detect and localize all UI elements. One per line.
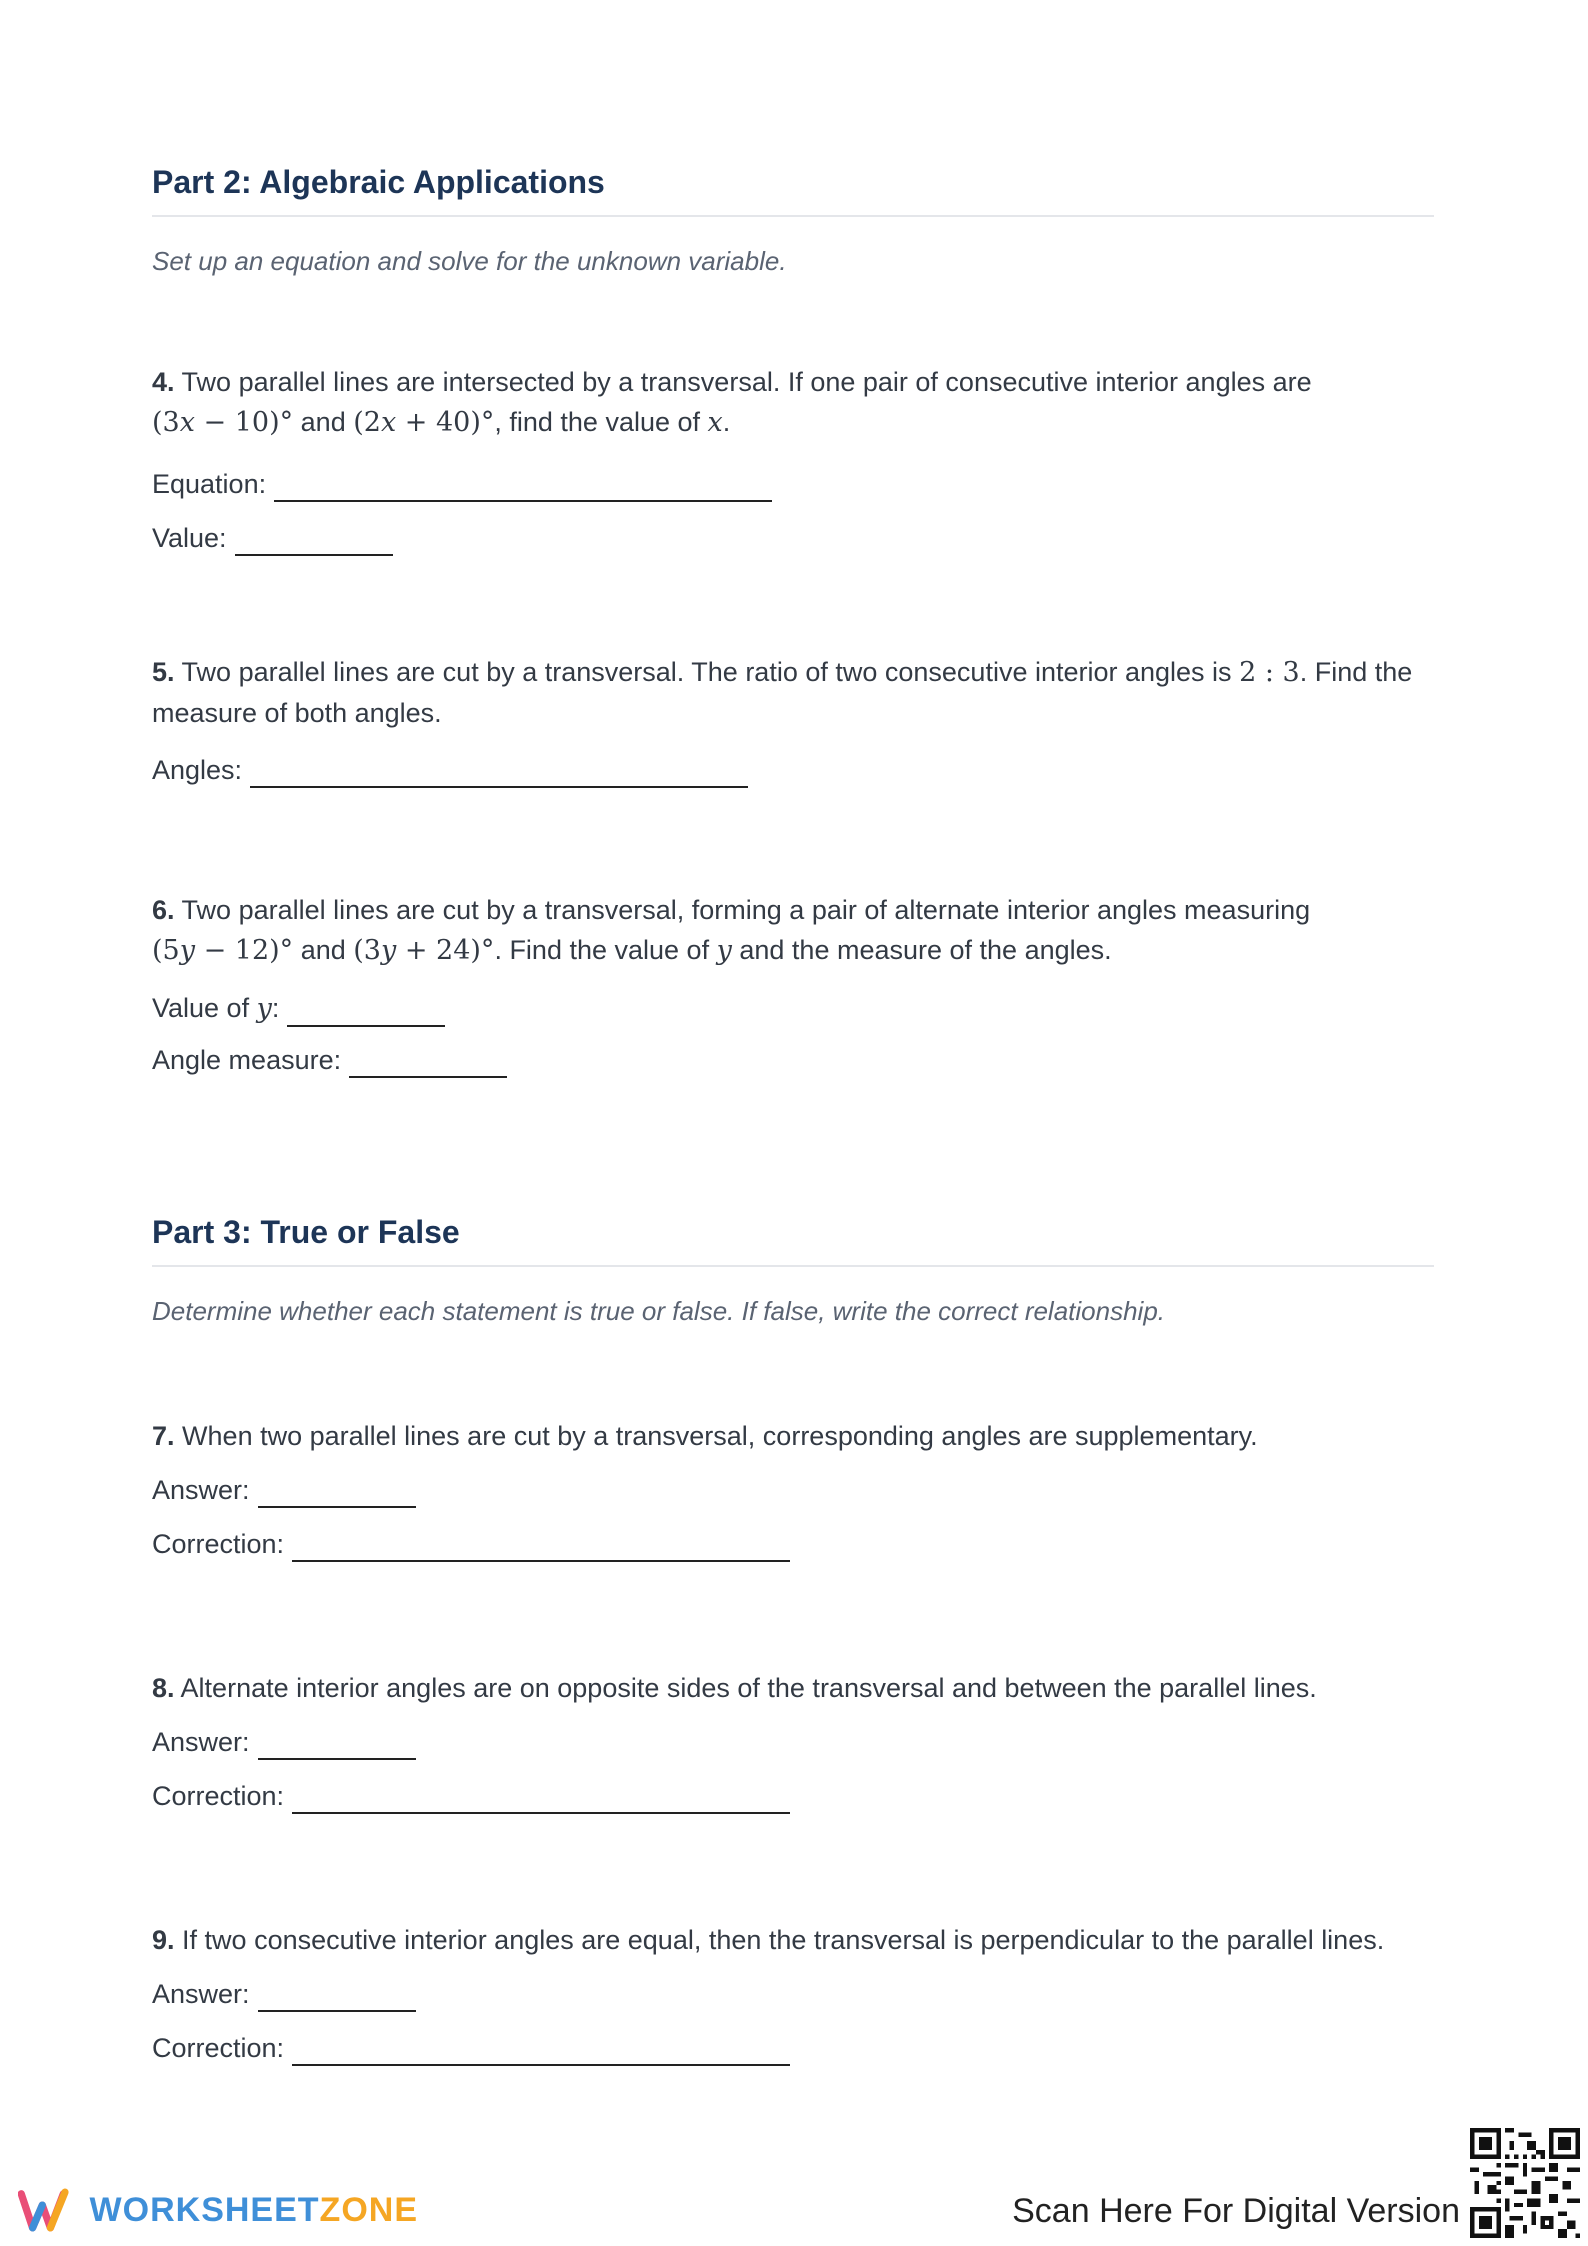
conjunction-text: and [300, 935, 346, 965]
math-expression: (5y − 12)° [152, 935, 294, 966]
correction-label: Correction: [152, 1781, 285, 1811]
part2-title: Part 2: Algebraic Applications [152, 164, 1434, 217]
question-number: 8. [152, 1673, 175, 1703]
angles-label: Angles: [152, 755, 243, 785]
math-variable: x [707, 407, 723, 438]
question-text: Two parallel lines are intersected by a transversal. If one pair of consecutive interior angles are [181, 367, 1312, 397]
angle-measure-row [152, 1042, 507, 1078]
question-text: When two parallel lines are cut by a transversal, corresponding angles are supplementary. [182, 1421, 1258, 1451]
conjunction-text: and [300, 407, 346, 437]
answer-row [152, 1472, 416, 1508]
math-ratio: 2 : 3 [1239, 657, 1300, 688]
label-colon: : [271, 993, 280, 1023]
worksheetzone-logo-icon [18, 2182, 80, 2238]
question-text: and the measure of the angles. [739, 935, 1112, 965]
math-expression: (3x − 10)° [152, 407, 294, 438]
question-7 [152, 1416, 1432, 1456]
answer-blank[interactable] [258, 1978, 416, 2012]
math-expression: (2x + 40)° [353, 407, 495, 438]
value-of-y-answer-blank[interactable] [287, 993, 445, 1027]
value-of-y-label [152, 990, 279, 1027]
angle-measure-answer-blank[interactable] [349, 1044, 507, 1078]
label-text: Value of [152, 993, 250, 1023]
answer-label: Answer: [152, 1979, 250, 2009]
question-4 [152, 362, 1432, 443]
question-text: Two parallel lines are cut by a transversal. The ratio of two consecutive interior angles is [181, 657, 1232, 687]
question-number: 6. [152, 895, 175, 925]
equation-answer-blank[interactable] [274, 468, 772, 502]
question-text: Two parallel lines are cut by a transversal, forming a pair of alternate interior angles measuring [181, 895, 1311, 925]
question-number: 4. [152, 367, 175, 397]
angles-row [152, 752, 748, 788]
logo-text-worksheet: WORKSHEET [89, 2190, 320, 2229]
equation-row [152, 466, 772, 502]
answer-row [152, 1976, 416, 2012]
scan-caption: Scan Here For Digital Version [1012, 2192, 1460, 2230]
question-number: 7. [152, 1421, 175, 1451]
answer-row [152, 1724, 416, 1760]
correction-row [152, 1778, 790, 1814]
math-variable: y [256, 993, 272, 1024]
correction-blank[interactable] [292, 1528, 790, 1562]
question-5 [152, 652, 1432, 733]
answer-blank[interactable] [258, 1726, 416, 1760]
part3-title: Part 3: True or False [152, 1214, 1434, 1267]
punctuation: . [722, 407, 731, 437]
question-text: . Find the measure of both angles. [152, 657, 1413, 728]
value-answer-blank[interactable] [235, 522, 393, 556]
question-number: 9. [152, 1925, 175, 1955]
question-6 [152, 890, 1432, 971]
value-row [152, 520, 393, 556]
equation-label: Equation: [152, 469, 267, 499]
qr-code-icon[interactable] [1470, 2128, 1580, 2238]
question-number: 5. [152, 657, 175, 687]
part3-instruction: Determine whether each statement is true or false. If false, write the correct relationship. [152, 1296, 1166, 1326]
answer-label: Answer: [152, 1475, 250, 1505]
question-text: , find the value of [494, 407, 701, 437]
correction-row [152, 1526, 790, 1562]
angle-measure-label: Angle measure: [152, 1045, 342, 1075]
question-9 [152, 1920, 1432, 1960]
math-expression: (3y + 24)° [353, 935, 495, 966]
math-variable: y [716, 935, 732, 966]
part2-instruction: Set up an equation and solve for the unknown variable. [152, 246, 787, 276]
logo-wordmark [90, 2191, 418, 2230]
worksheetzone-logo[interactable] [18, 2180, 418, 2240]
correction-blank[interactable] [292, 1780, 790, 1814]
value-label: Value: [152, 523, 227, 553]
answer-label: Answer: [152, 1727, 250, 1757]
answer-blank[interactable] [258, 1474, 416, 1508]
question-text: If two consecutive interior angles are equal, then the transversal is perpendicular to the parallel lines. [182, 1925, 1385, 1955]
value-of-y-row [152, 990, 445, 1027]
correction-label: Correction: [152, 1529, 285, 1559]
correction-blank[interactable] [292, 2032, 790, 2066]
question-text: . Find the value of [494, 935, 710, 965]
question-text: Alternate interior angles are on opposite sides of the transversal and between the parallel lines. [180, 1673, 1317, 1703]
question-8 [152, 1668, 1432, 1708]
correction-row [152, 2030, 790, 2066]
correction-label: Correction: [152, 2033, 285, 2063]
logo-text-zone: ZONE [319, 2190, 418, 2229]
angles-answer-blank[interactable] [250, 754, 748, 788]
